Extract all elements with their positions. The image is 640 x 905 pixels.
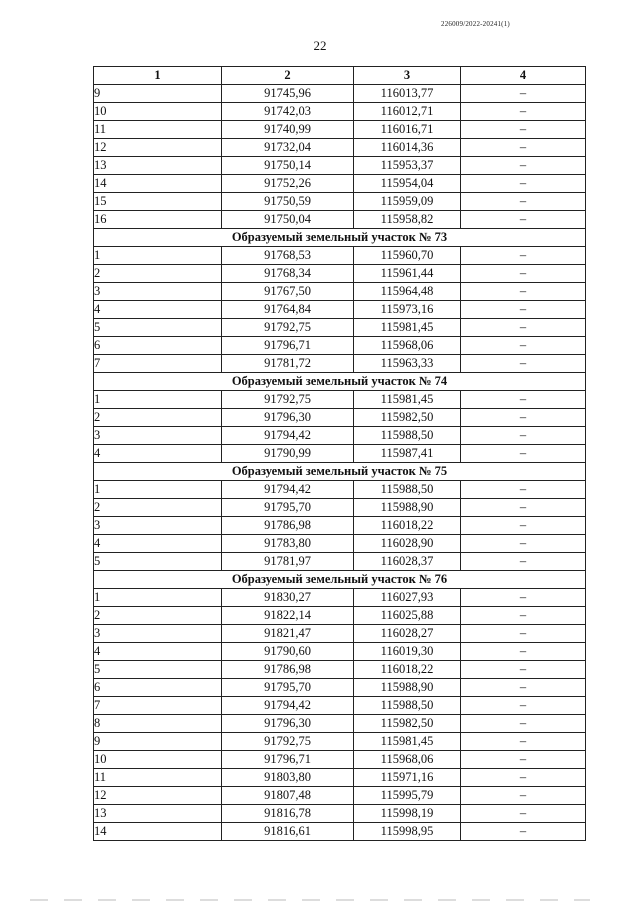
section-title: Образуемый земельный участок № 73 <box>94 229 586 247</box>
table-row <box>94 121 586 139</box>
point-number-cell: 13 <box>94 157 222 175</box>
point-number-cell: 3 <box>94 283 222 301</box>
point-number-cell: 4 <box>94 535 222 553</box>
y-coordinate-cell: 115953,37 <box>354 157 461 175</box>
col-4-cell: – <box>461 103 586 121</box>
table-row <box>94 697 586 715</box>
y-coordinate-cell: 116025,88 <box>354 607 461 625</box>
table-row <box>94 481 586 499</box>
x-coordinate-cell: 91750,59 <box>222 193 354 211</box>
point-number-cell: 1 <box>94 247 222 265</box>
table-row <box>94 355 586 373</box>
y-coordinate-cell: 115981,45 <box>354 319 461 337</box>
y-coordinate-cell: 115968,06 <box>354 751 461 769</box>
coordinates-table <box>93 66 586 841</box>
x-coordinate-cell: 91781,97 <box>222 553 354 571</box>
y-coordinate-cell: 116028,37 <box>354 553 461 571</box>
y-coordinate-cell: 116016,71 <box>354 121 461 139</box>
col-4-cell: – <box>461 787 586 805</box>
col-4-cell: – <box>461 625 586 643</box>
x-coordinate-cell: 91830,27 <box>222 589 354 607</box>
col-4-cell: – <box>461 751 586 769</box>
col-4-cell: – <box>461 733 586 751</box>
col-4-cell: – <box>461 679 586 697</box>
y-coordinate-cell: 116028,90 <box>354 535 461 553</box>
col-4-cell: – <box>461 643 586 661</box>
col-4-cell: – <box>461 157 586 175</box>
col-4-cell: – <box>461 661 586 679</box>
x-coordinate-cell: 91745,96 <box>222 85 354 103</box>
point-number-cell: 1 <box>94 391 222 409</box>
header-col-4: 4 <box>461 67 586 85</box>
y-coordinate-cell: 115964,48 <box>354 283 461 301</box>
table-row <box>94 517 586 535</box>
table-row <box>94 751 586 769</box>
point-number-cell: 7 <box>94 355 222 373</box>
y-coordinate-cell: 116019,30 <box>354 643 461 661</box>
point-number-cell: 10 <box>94 103 222 121</box>
y-coordinate-cell: 115982,50 <box>354 409 461 427</box>
y-coordinate-cell: 115971,16 <box>354 769 461 787</box>
section-row <box>94 229 586 247</box>
col-4-cell: – <box>461 445 586 463</box>
point-number-cell: 13 <box>94 805 222 823</box>
x-coordinate-cell: 91821,47 <box>222 625 354 643</box>
header-col-1: 1 <box>94 67 222 85</box>
y-coordinate-cell: 115963,33 <box>354 355 461 373</box>
point-number-cell: 5 <box>94 319 222 337</box>
col-4-cell: – <box>461 409 586 427</box>
table-row <box>94 265 586 283</box>
table-row <box>94 283 586 301</box>
x-coordinate-cell: 91796,30 <box>222 409 354 427</box>
x-coordinate-cell: 91796,71 <box>222 751 354 769</box>
point-number-cell: 3 <box>94 427 222 445</box>
table-row <box>94 535 586 553</box>
table-row <box>94 157 586 175</box>
x-coordinate-cell: 91768,53 <box>222 247 354 265</box>
x-coordinate-cell: 91742,03 <box>222 103 354 121</box>
table-row <box>94 139 586 157</box>
x-coordinate-cell: 91790,99 <box>222 445 354 463</box>
x-coordinate-cell: 91790,60 <box>222 643 354 661</box>
col-4-cell: – <box>461 517 586 535</box>
col-4-cell: – <box>461 193 586 211</box>
header-col-2: 2 <box>222 67 354 85</box>
point-number-cell: 11 <box>94 121 222 139</box>
point-number-cell: 2 <box>94 409 222 427</box>
table-row <box>94 823 586 841</box>
table-row <box>94 193 586 211</box>
table-row <box>94 661 586 679</box>
table-row <box>94 247 586 265</box>
col-4-cell: – <box>461 283 586 301</box>
col-4-cell: – <box>461 769 586 787</box>
x-coordinate-cell: 91750,14 <box>222 157 354 175</box>
point-number-cell: 14 <box>94 175 222 193</box>
section-row <box>94 463 586 481</box>
col-4-cell: – <box>461 139 586 157</box>
x-coordinate-cell: 91792,75 <box>222 733 354 751</box>
point-number-cell: 11 <box>94 769 222 787</box>
y-coordinate-cell: 116027,93 <box>354 589 461 607</box>
table-row <box>94 319 586 337</box>
col-4-cell: – <box>461 499 586 517</box>
col-4-cell: – <box>461 175 586 193</box>
col-4-cell: – <box>461 247 586 265</box>
y-coordinate-cell: 116012,71 <box>354 103 461 121</box>
y-coordinate-cell: 115961,44 <box>354 265 461 283</box>
table-row <box>94 607 586 625</box>
col-4-cell: – <box>461 319 586 337</box>
y-coordinate-cell: 115988,50 <box>354 481 461 499</box>
col-4-cell: – <box>461 607 586 625</box>
table-row <box>94 787 586 805</box>
col-4-cell: – <box>461 715 586 733</box>
x-coordinate-cell: 91794,42 <box>222 481 354 499</box>
point-number-cell: 10 <box>94 751 222 769</box>
point-number-cell: 9 <box>94 733 222 751</box>
table-body <box>94 85 586 841</box>
table-row <box>94 643 586 661</box>
point-number-cell: 15 <box>94 193 222 211</box>
col-4-cell: – <box>461 589 586 607</box>
col-4-cell: – <box>461 337 586 355</box>
table-row <box>94 625 586 643</box>
col-4-cell: – <box>461 697 586 715</box>
y-coordinate-cell: 116018,22 <box>354 517 461 535</box>
section-row <box>94 571 586 589</box>
col-4-cell: – <box>461 355 586 373</box>
x-coordinate-cell: 91792,75 <box>222 391 354 409</box>
col-4-cell: – <box>461 391 586 409</box>
y-coordinate-cell: 115959,09 <box>354 193 461 211</box>
point-number-cell: 2 <box>94 607 222 625</box>
section-title: Образуемый земельный участок № 76 <box>94 571 586 589</box>
col-4-cell: – <box>461 823 586 841</box>
y-coordinate-cell: 115987,41 <box>354 445 461 463</box>
y-coordinate-cell: 115954,04 <box>354 175 461 193</box>
section-row <box>94 373 586 391</box>
page-number: 22 <box>313 38 327 53</box>
point-number-cell: 5 <box>94 661 222 679</box>
table-row <box>94 409 586 427</box>
x-coordinate-cell: 91786,98 <box>222 517 354 535</box>
table-row <box>94 301 586 319</box>
y-coordinate-cell: 115958,82 <box>354 211 461 229</box>
x-coordinate-cell: 91768,34 <box>222 265 354 283</box>
x-coordinate-cell: 91794,42 <box>222 697 354 715</box>
y-coordinate-cell: 115988,90 <box>354 679 461 697</box>
y-coordinate-cell: 116028,27 <box>354 625 461 643</box>
col-4-cell: – <box>461 265 586 283</box>
col-4-cell: – <box>461 535 586 553</box>
point-number-cell: 1 <box>94 481 222 499</box>
y-coordinate-cell: 115981,45 <box>354 733 461 751</box>
section-title: Образуемый земельный участок № 75 <box>94 463 586 481</box>
x-coordinate-cell: 91795,70 <box>222 499 354 517</box>
table-row <box>94 589 586 607</box>
table-row <box>94 427 586 445</box>
y-coordinate-cell: 115988,90 <box>354 499 461 517</box>
point-number-cell: 16 <box>94 211 222 229</box>
x-coordinate-cell: 91794,42 <box>222 427 354 445</box>
x-coordinate-cell: 91767,50 <box>222 283 354 301</box>
y-coordinate-cell: 116014,36 <box>354 139 461 157</box>
table-row <box>94 211 586 229</box>
table-row <box>94 445 586 463</box>
y-coordinate-cell: 115995,79 <box>354 787 461 805</box>
y-coordinate-cell: 115998,19 <box>354 805 461 823</box>
table-row <box>94 175 586 193</box>
table-row <box>94 553 586 571</box>
table-row <box>94 679 586 697</box>
point-number-cell: 12 <box>94 787 222 805</box>
x-coordinate-cell: 91732,04 <box>222 139 354 157</box>
point-number-cell: 3 <box>94 625 222 643</box>
x-coordinate-cell: 91786,98 <box>222 661 354 679</box>
point-number-cell: 4 <box>94 301 222 319</box>
x-coordinate-cell: 91816,78 <box>222 805 354 823</box>
y-coordinate-cell: 115988,50 <box>354 427 461 445</box>
col-4-cell: – <box>461 805 586 823</box>
col-4-cell: – <box>461 121 586 139</box>
y-coordinate-cell: 115988,50 <box>354 697 461 715</box>
x-coordinate-cell: 91816,61 <box>222 823 354 841</box>
y-coordinate-cell: 116013,77 <box>354 85 461 103</box>
y-coordinate-cell: 116018,22 <box>354 661 461 679</box>
col-4-cell: – <box>461 553 586 571</box>
y-coordinate-cell: 115968,06 <box>354 337 461 355</box>
point-number-cell: 4 <box>94 445 222 463</box>
y-coordinate-cell: 115982,50 <box>354 715 461 733</box>
y-coordinate-cell: 115960,70 <box>354 247 461 265</box>
scan-artifact <box>30 899 590 901</box>
table-row <box>94 103 586 121</box>
x-coordinate-cell: 91750,04 <box>222 211 354 229</box>
x-coordinate-cell: 91783,80 <box>222 535 354 553</box>
table-header-row <box>94 67 586 85</box>
document-number: 226009/2022-20241(1) <box>441 20 510 28</box>
x-coordinate-cell: 91740,99 <box>222 121 354 139</box>
table-row <box>94 805 586 823</box>
table-row <box>94 499 586 517</box>
point-number-cell: 6 <box>94 679 222 697</box>
point-number-cell: 4 <box>94 643 222 661</box>
y-coordinate-cell: 115998,95 <box>354 823 461 841</box>
col-4-cell: – <box>461 481 586 499</box>
header-col-3: 3 <box>354 67 461 85</box>
point-number-cell: 9 <box>94 85 222 103</box>
point-number-cell: 14 <box>94 823 222 841</box>
table-row <box>94 337 586 355</box>
x-coordinate-cell: 91781,72 <box>222 355 354 373</box>
x-coordinate-cell: 91807,48 <box>222 787 354 805</box>
x-coordinate-cell: 91795,70 <box>222 679 354 697</box>
x-coordinate-cell: 91796,71 <box>222 337 354 355</box>
point-number-cell: 6 <box>94 337 222 355</box>
x-coordinate-cell: 91752,26 <box>222 175 354 193</box>
point-number-cell: 7 <box>94 697 222 715</box>
x-coordinate-cell: 91822,14 <box>222 607 354 625</box>
y-coordinate-cell: 115981,45 <box>354 391 461 409</box>
section-title: Образуемый земельный участок № 74 <box>94 373 586 391</box>
point-number-cell: 12 <box>94 139 222 157</box>
point-number-cell: 3 <box>94 517 222 535</box>
point-number-cell: 2 <box>94 265 222 283</box>
col-4-cell: – <box>461 211 586 229</box>
x-coordinate-cell: 91796,30 <box>222 715 354 733</box>
table-row <box>94 85 586 103</box>
col-4-cell: – <box>461 427 586 445</box>
point-number-cell: 1 <box>94 589 222 607</box>
col-4-cell: – <box>461 301 586 319</box>
x-coordinate-cell: 91764,84 <box>222 301 354 319</box>
table-row <box>94 391 586 409</box>
x-coordinate-cell: 91792,75 <box>222 319 354 337</box>
col-4-cell: – <box>461 85 586 103</box>
table-row <box>94 715 586 733</box>
table-row <box>94 733 586 751</box>
y-coordinate-cell: 115973,16 <box>354 301 461 319</box>
x-coordinate-cell: 91803,80 <box>222 769 354 787</box>
point-number-cell: 5 <box>94 553 222 571</box>
point-number-cell: 8 <box>94 715 222 733</box>
table-row <box>94 769 586 787</box>
point-number-cell: 2 <box>94 499 222 517</box>
